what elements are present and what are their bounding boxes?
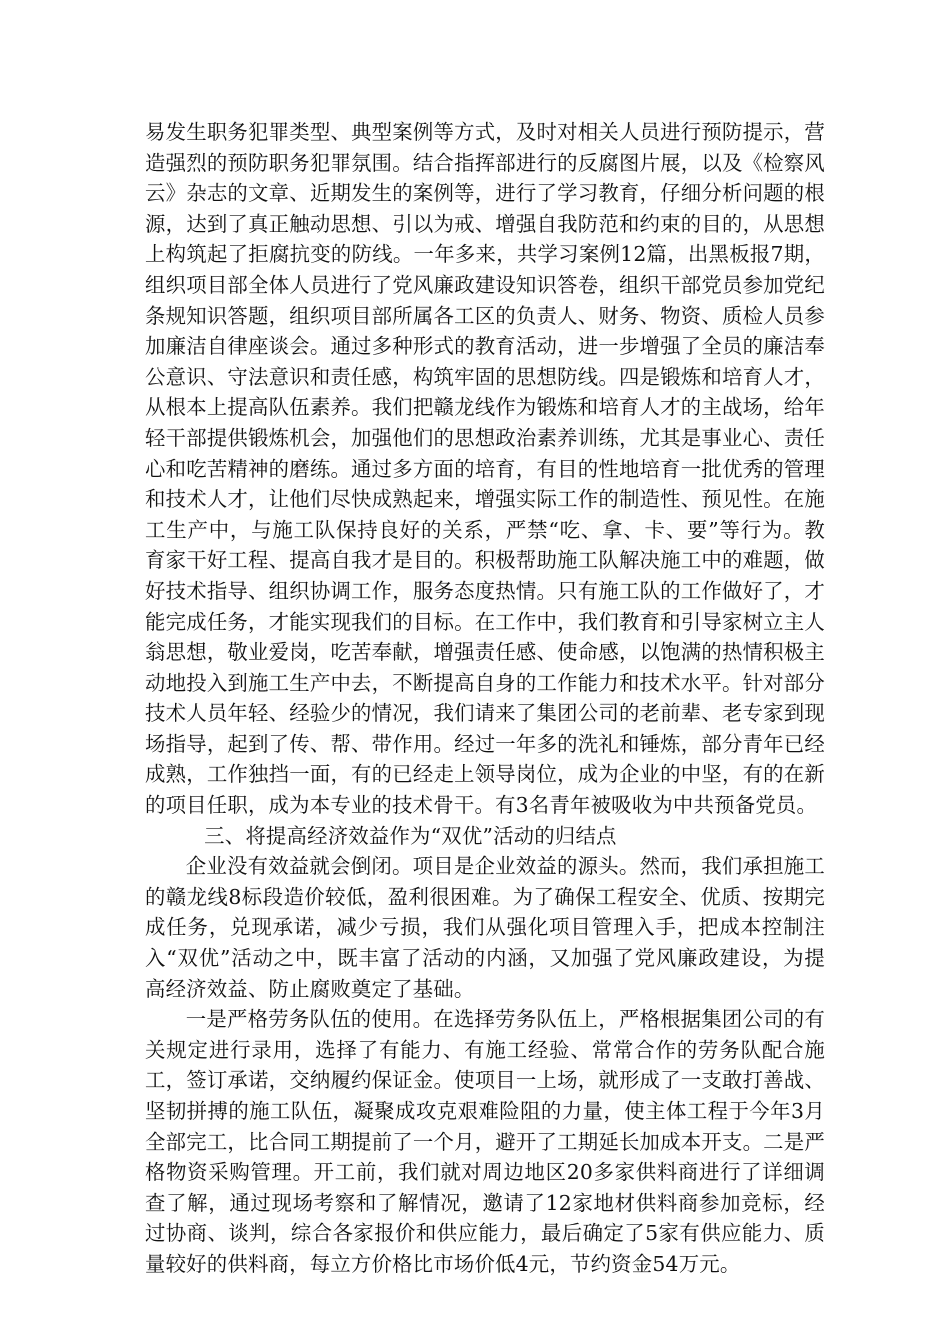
document-body bbox=[145, 117, 825, 1280]
section-heading-three: 三、将提高经济效益作为“双优”活动的归结点 bbox=[204, 823, 617, 848]
paragraph-continuation: 易发生职务犯罪类型、典型案例等方式，及时对相关人员进行预防提示，营造强烈的预防职务犯罪氛围。结合指挥部进行的反腐图片展，以及《检察风云》杂志的文章、近期发生的案例等，进行了学习教育，仔细分析问题的根源，达到了真正触动思想、引以为戒、增强自我防范和约束的目的，从思想上构筑起了拒腐抗变的防线。一年多来，共学习案例12篇，出黑板报7期，组织项目部全体人员进行了党风廉政建设知识答卷，组织干部党员参加党纪条规知识答题，组织项目部所属各工区的负责人、财务、物资、质检人员参加廉洁自律座谈会。通过多种形式的教育活动，进一步增强了全员的廉洁奉公意识、守法意识和责任感，构筑牢固的思想防线。四是锻炼和培育人才，从根本上提高队伍素养。我们把赣龙线作为锻炼和培育人才的主战场，给年轻干部提供锻炼机会，加强他们的思想政治素养训练，尤其是事业心、责任心和吃苦精神的磨练。通过多方面的培育，有目的性地培育一批优秀的管理和技术人才，让他们尽快成熟起来，增强实际工作的制造性、预见性。在施工生产中，与施工队保持良好的关系，严禁“吃、拿、卡、要”等行为。教育家干好工程、提高自我才是目的。积极帮助施工队解决施工中的难题，做好技术指导、组织协调工作，服务态度热情。只有施工队的工作做好了，才能完成任务，才能实现我们的目标。在工作中，我们教育和引导家树立主人翁思想，敬业爱岗，吃苦奉献，增强责任感、使命感，以饱满的热情积极主动地投入到施工生产中去，不断提高自身的工作能力和技术水平。针对部分技术人员年轻、经验少的情况，我们请来了集团公司的老前辈、老专家到现场指导，起到了传、帮、带作用。经过一年多的洗礼和锤炼，部分青年已经成熟，工作独挡一面，有的已经走上领导岗位，成为企业的中坚，有的在新的项目任职，成为本专业的技术骨干。有3名青年被吸收为中共预备党员。 bbox=[145, 120, 825, 818]
paragraph-enterprise-benefit: 企业没有效益就会倒闭。项目是企业效益的源头。然而，我们承担施工的赣龙线8标段造价较低，盈利很困难。为了确保工程安全、优质、按期完成任务，兑现承诺，减少亏损，我们从强化项目管理入手，把成本控制注入“双优”活动之中，既丰富了活动的内涵，又加强了党风廉政建设，为提高经济效益、防止腐败奠定了基础。 bbox=[145, 854, 825, 1001]
paragraph-labor-and-materials: 一是严格劳务队伍的使用。在选择劳务队伍上，严格根据集团公司的有关规定进行录用，选择了有能力、有施工经验、常常合作的劳务队配合施工，签订承诺，交纳履约保证金。使项目一上场，就形成了一支敢打善战、坚韧拼搏的施工队伍，凝聚成攻克艰难险阻的力量，使主体工程于今年3月全部完工，比合同工期提前了一个月，避开了工期延长加成本开支。二是严格物资采购管理。开工前，我们就对周边地区20多家供料商进行了详细调查了解，通过现场考察和了解情况，邀请了12家地材供料商参加竞标，经过协商、谈判，综合各家报价和供应能力，最后确定了5家有供应能力、质量较好的供料商，每立方价格比市场价低4元，节约资金54万元。 bbox=[145, 1007, 825, 1276]
